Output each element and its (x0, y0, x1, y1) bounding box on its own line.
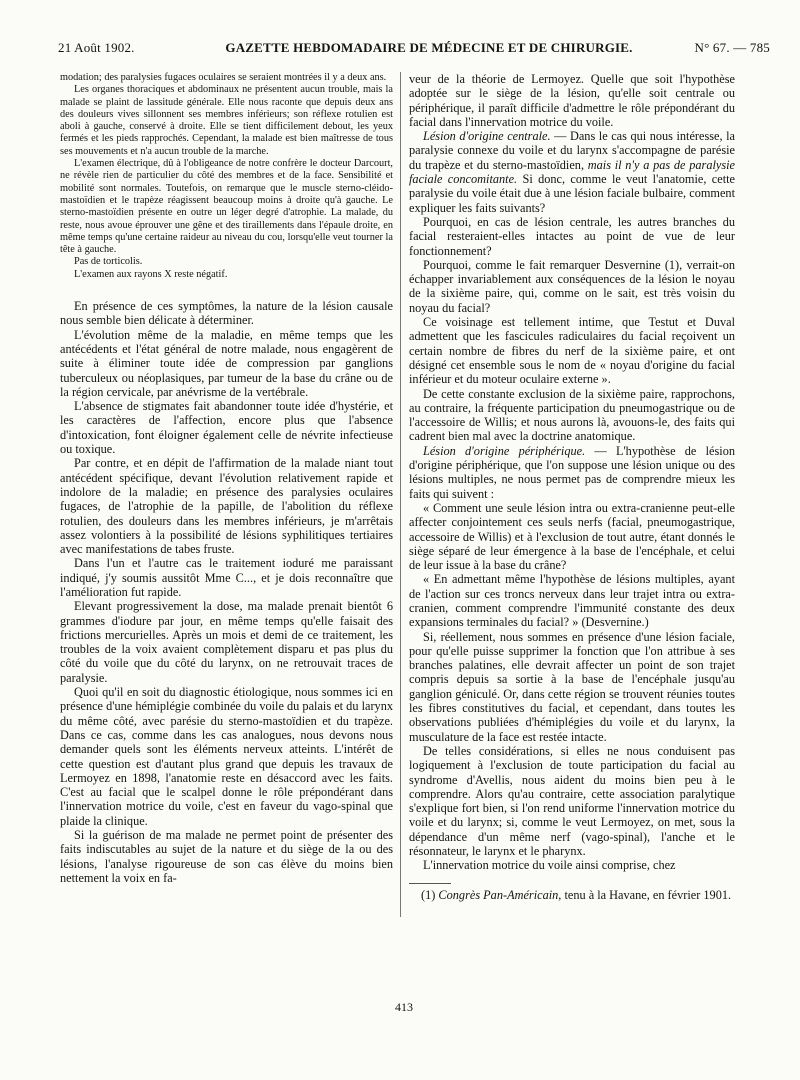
quotation-paragraph: « Comment une seule lésion intra ou extra-cranienne peut-elle affecter conjointement ces seuls nerfs (facial, pneumogastrique, accessoire de Willis) et à l'exclusion de tout autre, étant donnés le siège séparé de leur émergence à la base de l'encéphale, et celui de leur issue à la base du crâne? (409, 500, 735, 573)
body-paragraph: En présence de ces symptômes, la nature de la lésion causale nous semble bien délicate à déterminer. (60, 299, 393, 328)
body-paragraph: Si, réellement, nous sommes en présence d'une lésion faciale, pour qu'elle puisse supprimer la fonction que l'on attribue à ses branches palatines, elle devrait affecter un point de son trajet compris depuis sa sortie à la base de l'encéphale jusqu'au ganglion géniculé. Or, dans cette région se trouvent réunies toutes les fibres constitutives du facial, et cependant, dans toutes les observations publiées d'hémiplégies du voile et du larynx, la musculature de la face est restée intacte. (409, 629, 735, 744)
case-observation (60, 72, 393, 281)
footnote-text (409, 888, 735, 902)
body-paragraph: L'évolution même de la maladie, en même temps que les antécédents et l'état général de notre malade, nous engagèrent de suite à éliminer toute idée de compression par ganglions tuberculeux ou néoplasiques, par tumeur de la base du crâne ou de la région cervicale, par anévrisme de la vertébrale. (60, 327, 393, 399)
body-paragraph: Elevant progressivement la dose, ma malade prenait bientôt 6 grammes d'iodure par jour, en même temps qu'elle faisait des frictions mercurielles. Après un mois et demi de ce traitement, les troubles de la voix avaient complètement disparu et pas plus du côté du voile que du côté du larynx, on ne retrouvait traces de paralysie. (60, 599, 393, 685)
inline-text: — L'hypothèse de lésion d'origine périphérique, que l'on suppose une lésion unique ou des lésions multiples, ne nous permet pas de comprendre mieux les faits qui suivent : (409, 443, 735, 501)
central-lesion-paragraph (409, 129, 735, 215)
peripheral-lesion-paragraph (409, 444, 735, 501)
running-header (58, 40, 770, 60)
journal-title: GAZETTE HEBDOMADAIRE DE MÉDECINE ET DE CHIRURGIE. (225, 40, 633, 55)
body-paragraph: Pourquoi, comme le fait remarquer Desvernine (1), verrait-on échapper invariablement aux conséquences de la lésion le noyau de la sixième paire, qui, comme on le sait, est très voisin du noyau du facial? (409, 257, 735, 315)
case-paragraph: modation; des paralysies fugaces oculaires se seraient montrées il y a deux ans. (60, 72, 387, 83)
body-paragraph: Dans l'un et l'autre cas le traitement ioduré me paraissant indiqué, j'y soumis aussitôt Mme C..., et je dois reconnaître que l'amélioration fut rapide. (60, 556, 393, 599)
spacer (60, 281, 393, 299)
body-paragraph: veur de la théorie de Lermoyez. Quelle que soit l'hypothèse adoptée sur le siège de la lésion, qu'elle soit centrale ou périphérique, il paraît difficile d'admettre le rôle prépondérant du facial dans l'innervation motrice du voile. (409, 72, 735, 129)
column-divider (400, 72, 401, 917)
page-number: 413 (395, 1000, 413, 1014)
body-paragraph: Quoi qu'il en soit du diagnostic étiologique, nous sommes ici en présence d'une hémiplégie combinée du voile du palais et du larynx du même côté, avec parésie du sterno-mastoïdien et du trapèze. Dans ce cas, comme dans les cas analogues, nous devons nous demander quels sont les éléments nerveux atteints. L'intérêt de cette question est d'autant plus grand que depuis les travaux de Lermoyez en 1898, l'anatomie reste en désaccord avec les faits. C'est au facial que le scalpel donne le rôle prépondérant dans l'innervation motrice du voile, c'est en faveur du vago-spinal que plaide la clinique. (60, 685, 393, 828)
footnote-source: Congrès Pan-Américain, (438, 887, 562, 902)
body-paragraph: Par contre, et en dépit de l'affirmation de la malade niant tout antécédent spécifique, devant l'évolution relativement rapide et indolore de la maladie; en présence des paralysies oculaires fugaces, de l'atrophie de la papille, de l'abolition du réflexe rotulien, des douleurs dans les membres inférieurs, je m'arrêtais assez volontiers à la possibilité de lésions syphilitiques tertiaires avec manifestations de tabes fruste. (60, 456, 393, 557)
case-paragraph: L'examen électrique, dû à l'obligeance de notre confrère le docteur Darcourt, ne révèle rien de particulier du côté des membres et de la face. Sensibilité et mobilité sont normales. Toutefois, on remarque que le muscle sterno-cléido-mastoïdien et le trapèze réagissent beaucoup moins à droite qu'à gauche. Le sterno-mastoïdien présente en outre un léger degré d'atrophie. La malade, du reste, nous avoue éprouver une gêne et des tiraillements dans l'épaule droite, en même temps qu'une certaine raideur au niveau du cou, lorsqu'elle veut tourner la tête à gauche. (60, 158, 393, 256)
issue-page-number: N° 67. — 785 (694, 40, 770, 55)
body-paragraph: De telles considérations, si elles ne nous conduisent pas logiquement à l'exclusion de toute participation du facial au syndrome d'Avellis, nous aident du moins bien peu à le comprendre. Alors qu'au contraire, cette association paralytique s'explique fort bien, si l'on rend uniforme l'innervation motrice du voile et du larynx; si, comme le veut Lermoyez, on met, sous la dépendance d'un même nerf (vago-spinal), l'anche et le résonnateur, le larynx et le pharynx. (409, 743, 735, 859)
footnote-detail: tenu à la Havane, en février 1901. (561, 887, 732, 902)
body-paragraph: Ce voisinage est tellement intime, que Testut et Duval admettent que les fascicules radiculaires du facial reçoivent un certain nombre de fibres du nerf de la sixième paire, et ont désigné cet ensemble sous le nom de « noyau d'origine du facial inférieur et du moteur oculaire externe ». (409, 315, 735, 387)
section-title-central: Lésion d'origine centrale. (423, 129, 551, 144)
discussion (60, 299, 393, 885)
body-paragraph: De cette constante exclusion de la sixième paire, rapprochons, au contraire, la fréquente participation du pneumogastrique ou de l'accessoire de Willis; et nous aurons là, avouons-le, des faits qui cadrent bien mal avec la doctrine anatomique. (409, 386, 735, 444)
footnote-divider (409, 883, 451, 884)
quotation-paragraph: « En admettant même l'hypothèse de lésions multiples, ayant de l'action sur ces troncs nerveux dans leur trajet intra ou extra-cranien, comment comprendre l'immunité constante des deux expansions terminales du facial? » (Desvernine.) (409, 572, 735, 630)
left-column (60, 72, 393, 885)
case-paragraph: Pas de torticolis. (74, 256, 143, 268)
footnote-mark: (1) (421, 887, 439, 902)
header-date: 21 Août 1902. (58, 40, 135, 55)
case-paragraph: Les organes thoraciques et abdominaux ne présentent aucun trouble, mais la malade se plaint de lassitude générale. Elle nous raconte que depuis deux ans des douleurs vives sillonnent ses membres inférieurs; son réflexe rotulien est aboli à gauche, conservé à droite. Elle se tient difficilement debout, les yeux fermés et les pieds rapprochés. Cependant, la malade est bien maîtresse de tous ses mouvements et n'a aucun trouble de la marche. (60, 84, 393, 157)
case-paragraph: L'examen aux rayons X reste négatif. (74, 268, 228, 280)
body-paragraph: L'innervation motrice du voile ainsi comprise, chez (423, 858, 676, 873)
body-paragraph: Si la guérison de ma malade ne permet point de présenter des faits indiscutables au sujet de la nature et du siège de la ou des lésions, l'analyse rigoureuse de son cas élève du moins bien nettement la voix en fa- (60, 828, 393, 885)
emphasis-text: mais il n'y a pas de paralysie faciale concomitante. (409, 157, 735, 187)
inline-text: — Dans le cas qui nous intéresse, la paralysie connexe du voile et du larynx s'accompagne de parésie du trapèze et du sterno-mastoïdien, (409, 129, 736, 172)
body-paragraph: L'absence de stigmates fait abandonner toute idée d'hystérie, et les caractères de l'affection, encore plus que l'absence d'intoxication, font éloigner également celle de névrite infectieuse ou toxique. (60, 399, 393, 457)
body-paragraph: Pourquoi, en cas de lésion centrale, les autres branches du facial resteraient-elles intactes au point de vue de leur fonctionnement? (409, 214, 735, 258)
right-column (409, 72, 735, 902)
footnote (409, 888, 735, 902)
section-title-peripheral: Lésion d'origine périphérique. (423, 443, 586, 458)
inline-text: Si donc, comme le veut l'anatomie, cette paralysie du voile était due à une lésion faciale bulbaire, comment expliquer les faits suivants? (409, 172, 736, 215)
